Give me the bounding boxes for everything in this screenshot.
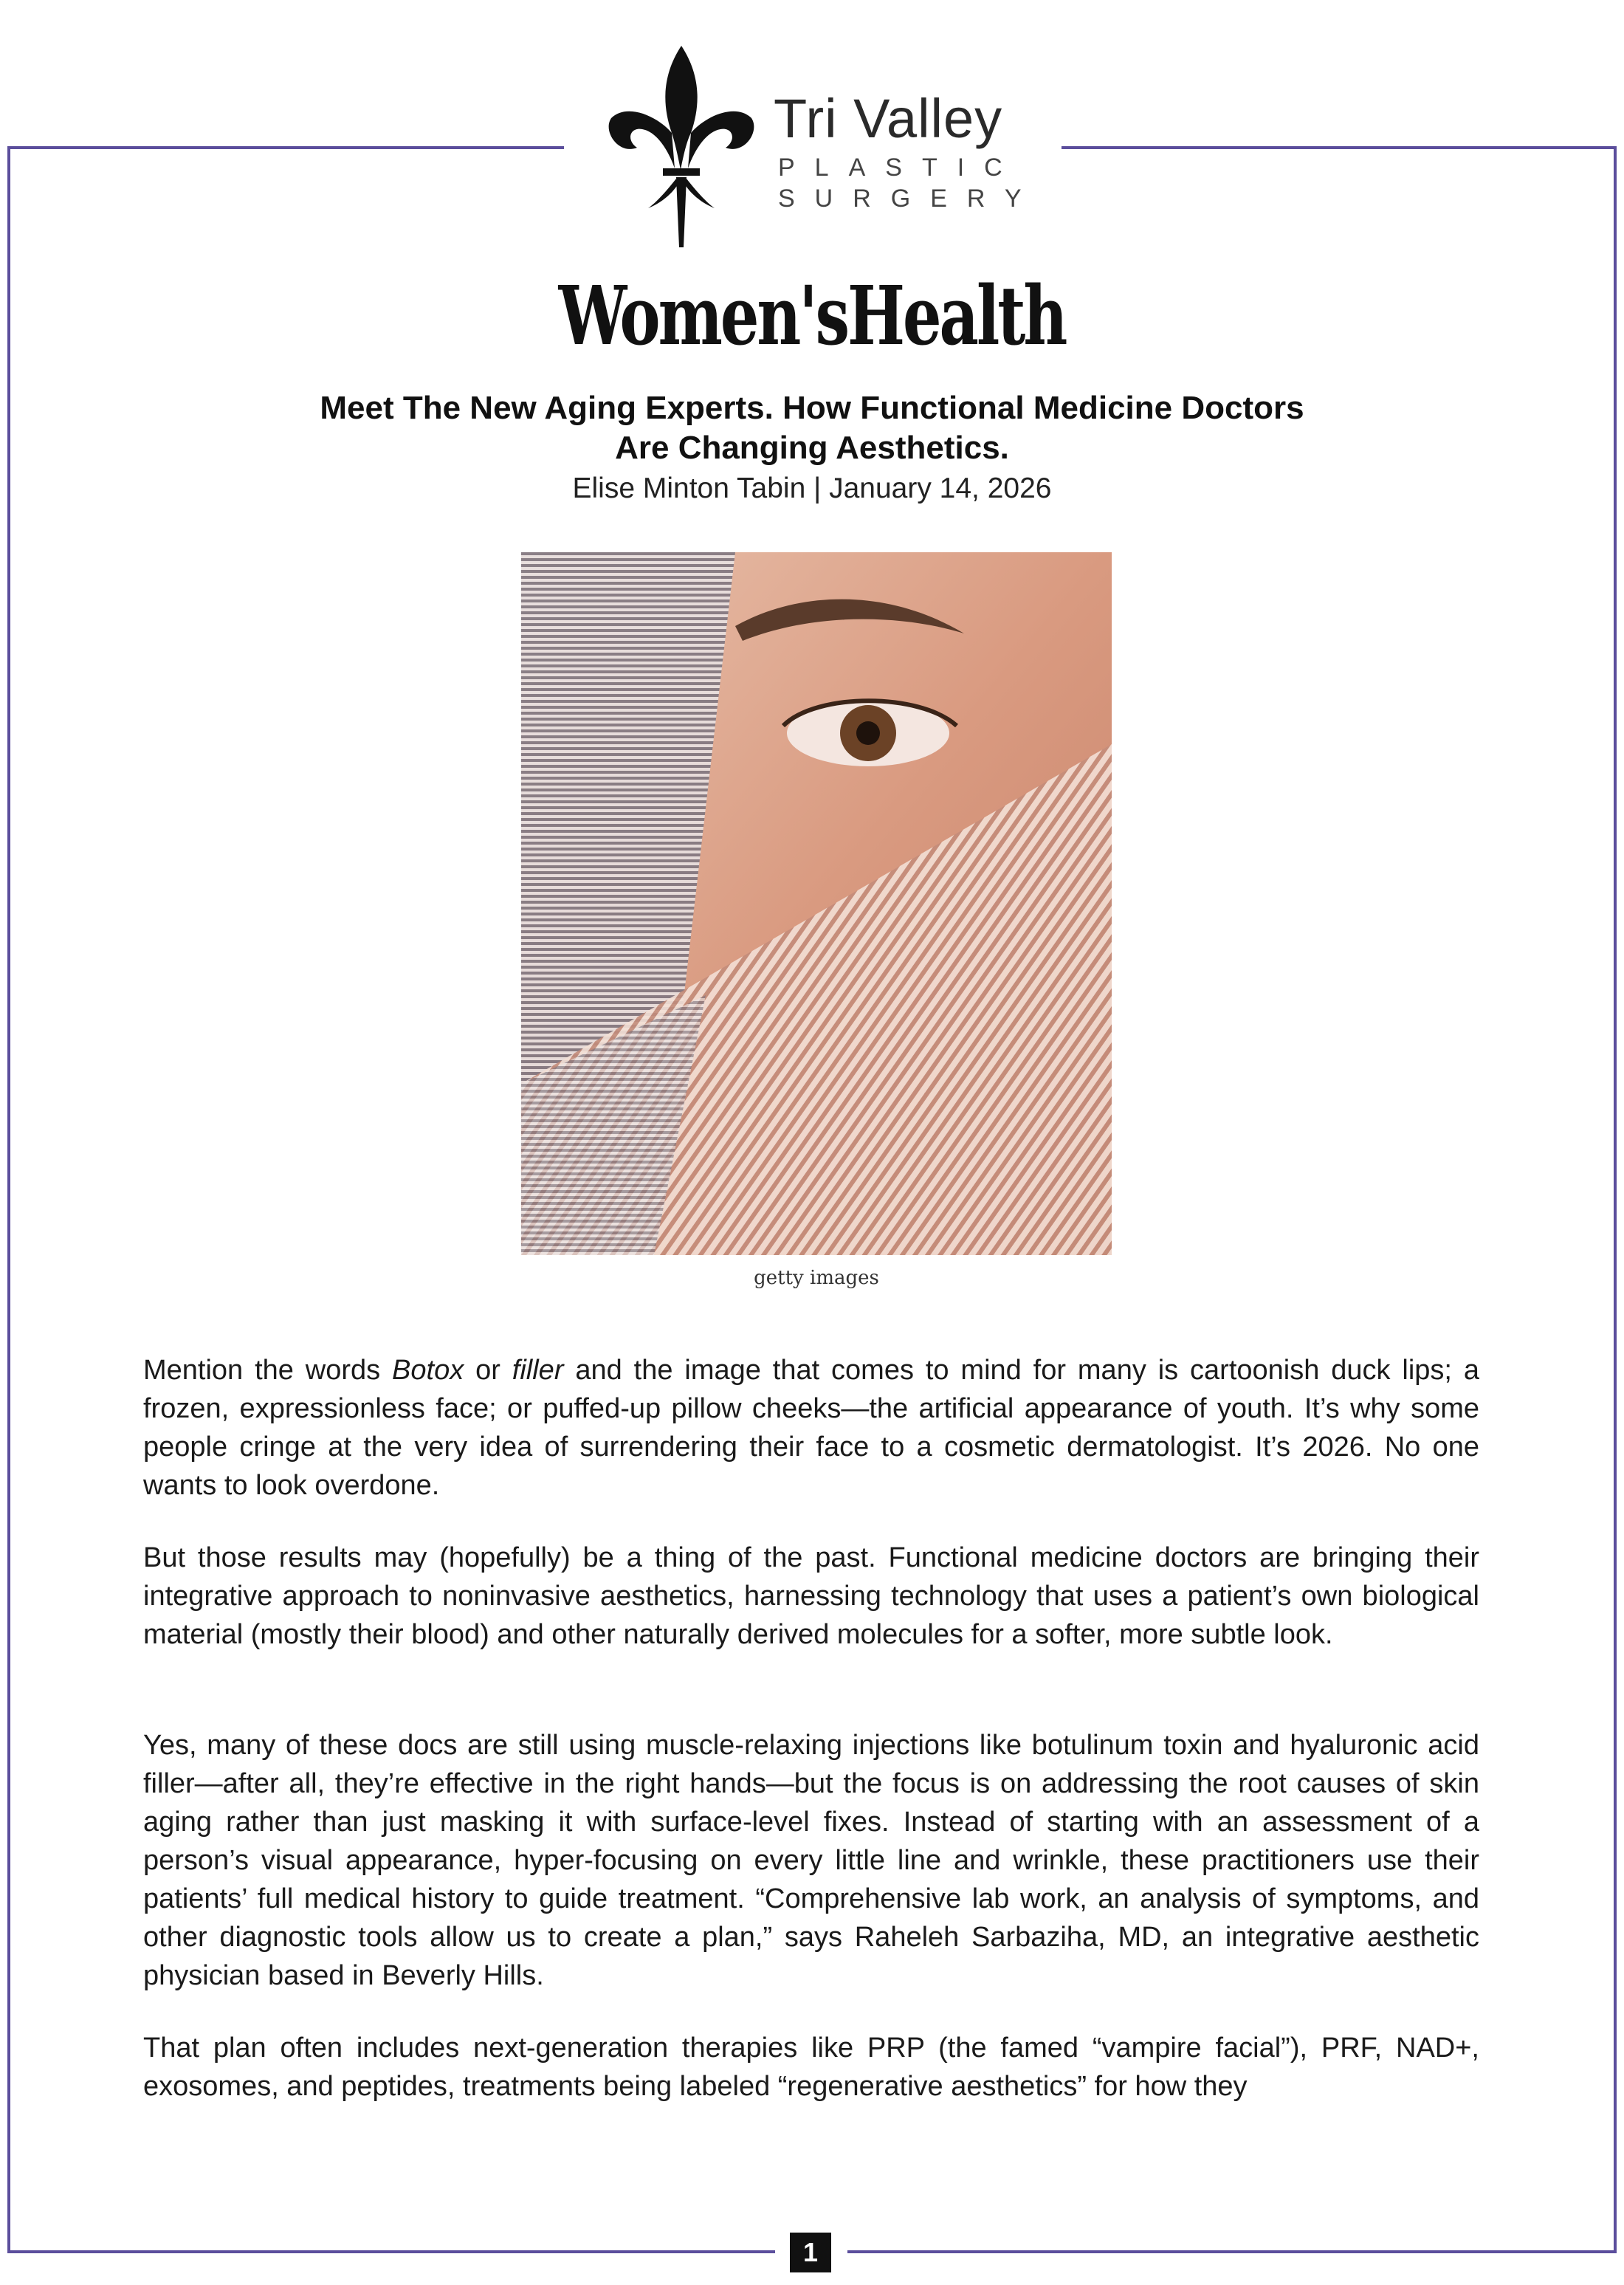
paragraph-4: That plan often includes next-generation therapies like PRP (the famed “vampire facial”), PRF, NAD+, exosomes, and peptides, treatments being labeled “regenerative aesthetics” for how they (143, 2033, 1479, 2102)
frame-top-left (7, 146, 564, 149)
p1-text-a: Mention the words (143, 1355, 393, 1386)
p1-text-c: and the image that comes to mind for many is cartoonish duck lips; a frozen, expressionless face; or puffed-up pillow cheeks—the artificial appearance of youth. It’s why some people cringe at the very idea of surrendering their face to a cosmetic dermatologist. It’s 2026. No one wants to look overdone. (143, 1355, 1480, 1501)
p1-emphasis-filler: filler (512, 1355, 564, 1386)
brand-tagline-plastic: PLASTIC (778, 154, 1022, 182)
article-byline: Elise Minton Tabin | January 14, 2026 (572, 473, 1052, 504)
p1-emphasis-botox: Botox (392, 1355, 464, 1386)
frame-right (1614, 146, 1617, 2252)
p1-text-b: or (464, 1355, 512, 1386)
practice-logo (604, 44, 1042, 251)
brand-name: Tri Valley (774, 88, 1003, 149)
headline-line-2: Are Changing Aesthetics. (615, 430, 1009, 466)
frame-left (7, 146, 10, 2252)
frame-top-right (1062, 146, 1617, 149)
frame-bottom-right (847, 2250, 1617, 2253)
brand-tagline-surgery: SURGERY (778, 185, 1042, 213)
headline-line-1: Meet The New Aging Experts. How Functional Medicine Doctors (320, 390, 1304, 426)
article-photo (521, 552, 1112, 1255)
magazine-masthead: Women'sHealth (558, 268, 1066, 363)
fleur-de-lis-icon (604, 44, 759, 251)
paragraph-1 (143, 1351, 1479, 1505)
page-number: 1 (790, 2233, 831, 2272)
paragraph-2: But those results may (hopefully) be a thing of the past. Functional medicine doctors are bringing their integrative approach to noninvasive aesthetics, harnessing technology that uses a patient’s own biological material (mostly their blood) and other naturally derived molecules for a softer, more subtle look. (143, 1542, 1479, 1650)
frame-bottom-left (7, 2250, 775, 2253)
image-caption: getty images (754, 1267, 879, 1289)
article-headline (148, 388, 1476, 468)
paragraph-3: Yes, many of these docs are still using muscle-relaxing injections like botulinum toxin and hyaluronic acid filler—after all, they’re effective in the right hands—but the focus is on addressing the root causes of skin aging rather than just masking it with surface-level fixes. Instead of starting with an assessment of a person’s visual appearance, hyper-focusing on every little line and wrinkle, these practitioners use their patients’ full medical history to guide treatment. “Comprehensive lab work, an analysis of symptoms, and other diagnostic tools allow us to create a plan,” says Raheleh Sarbaziha, MD, an integrative aesthetic physician based in Beverly Hills. (143, 1730, 1479, 1991)
